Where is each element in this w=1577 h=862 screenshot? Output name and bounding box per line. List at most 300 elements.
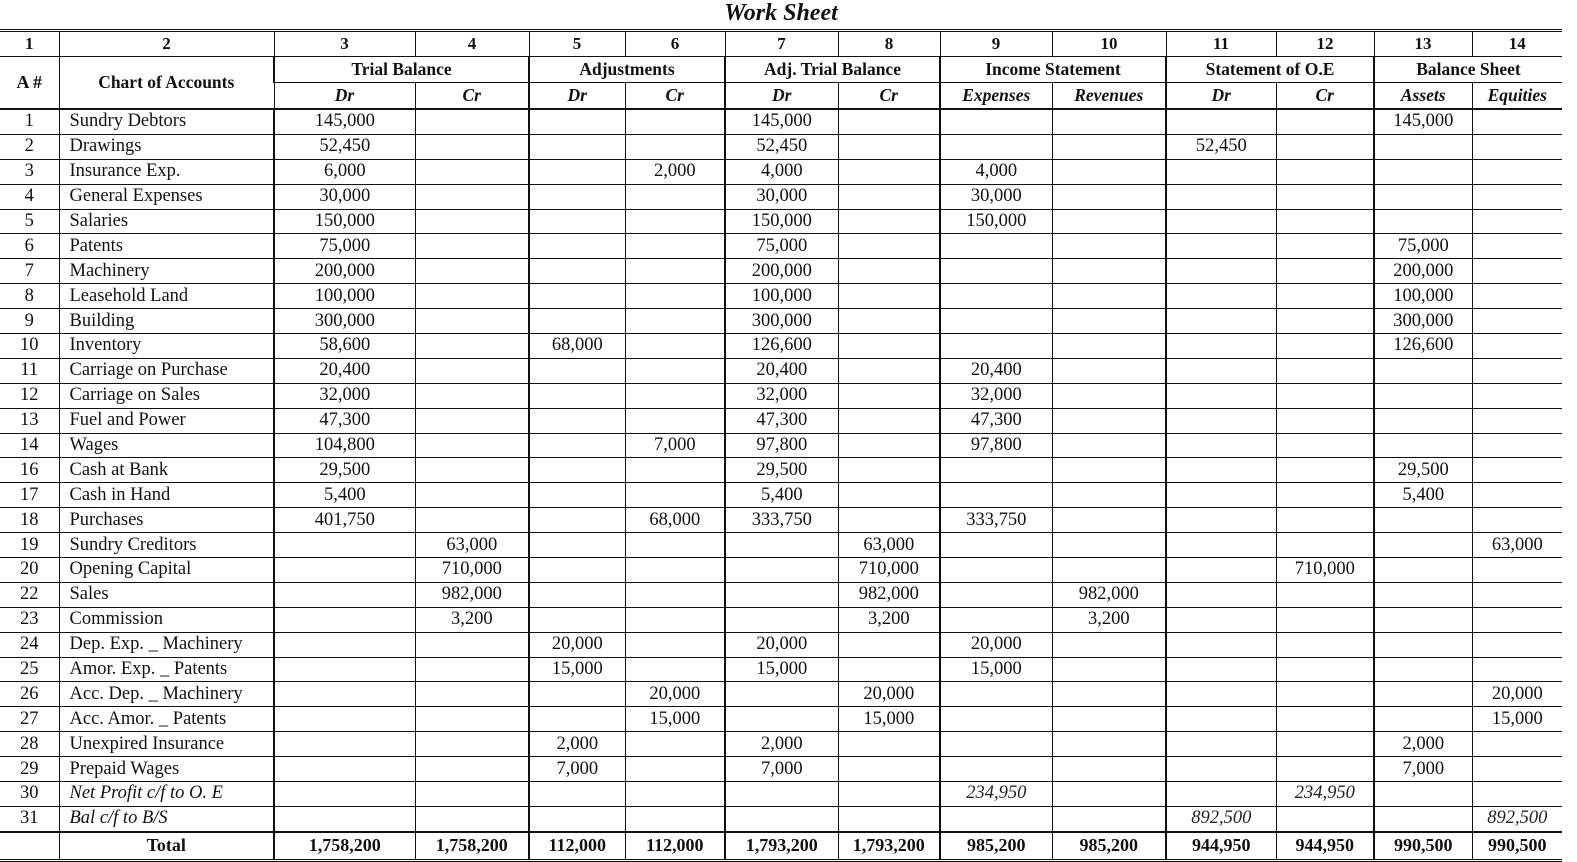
- amount-cell: 30,000: [725, 184, 838, 209]
- amount-cell: [625, 309, 725, 334]
- amount-cell: [529, 358, 625, 383]
- amount-cell: [415, 159, 529, 184]
- amount-cell: [1472, 184, 1562, 209]
- amount-cell: [415, 134, 529, 159]
- amount-cell: [838, 134, 940, 159]
- amount-cell: 47,300: [940, 408, 1052, 433]
- sub-header: Equities: [1472, 83, 1562, 110]
- account-name: Opening Capital: [59, 558, 274, 583]
- amount-cell: 32,000: [940, 383, 1052, 408]
- table-row: [0, 309, 1562, 334]
- amount-cell: [415, 383, 529, 408]
- amount-cell: 104,800: [274, 433, 415, 458]
- amount-cell: [415, 483, 529, 508]
- amount-cell: [940, 134, 1052, 159]
- amount-cell: [625, 533, 725, 558]
- table-row: [0, 707, 1562, 732]
- amount-cell: 5,400: [725, 483, 838, 508]
- amount-cell: [1374, 707, 1472, 732]
- amount-cell: 150,000: [274, 209, 415, 234]
- amount-cell: [415, 184, 529, 209]
- amount-cell: [1374, 184, 1472, 209]
- amount-cell: [529, 707, 625, 732]
- amount-cell: [940, 607, 1052, 632]
- amount-cell: 892,500: [1166, 806, 1276, 831]
- account-number: 29: [0, 757, 59, 782]
- amount-cell: 300,000: [725, 309, 838, 334]
- table-row: [0, 184, 1562, 209]
- amount-cell: [1472, 234, 1562, 259]
- amount-cell: [415, 433, 529, 458]
- column-number: 10: [1052, 31, 1166, 57]
- amount-cell: [1166, 458, 1276, 483]
- account-number: 3: [0, 159, 59, 184]
- amount-cell: [1276, 732, 1374, 757]
- amount-cell: 126,600: [1374, 334, 1472, 359]
- account-number: 19: [0, 533, 59, 558]
- account-number: 4: [0, 184, 59, 209]
- table-row: [0, 757, 1562, 782]
- column-number: 13: [1374, 31, 1472, 57]
- amount-cell: [1166, 607, 1276, 632]
- amount-cell: 15,000: [1472, 707, 1562, 732]
- column-number: 7: [725, 31, 838, 57]
- amount-cell: [625, 607, 725, 632]
- amount-cell: [838, 184, 940, 209]
- table-row: [0, 558, 1562, 583]
- table-row: [0, 483, 1562, 508]
- amount-cell: 30,000: [940, 184, 1052, 209]
- amount-cell: [529, 582, 625, 607]
- account-number: 7: [0, 259, 59, 284]
- amount-cell: [1472, 458, 1562, 483]
- amount-cell: [838, 433, 940, 458]
- amount-cell: [1472, 408, 1562, 433]
- sub-header: Dr: [725, 83, 838, 110]
- column-number: 4: [415, 31, 529, 57]
- amount-cell: [1374, 657, 1472, 682]
- amount-cell: [1472, 582, 1562, 607]
- amount-cell: [1052, 632, 1166, 657]
- column-number: 8: [838, 31, 940, 57]
- amount-cell: [1276, 334, 1374, 359]
- amount-cell: [1166, 159, 1276, 184]
- amount-cell: [1052, 682, 1166, 707]
- amount-cell: [1472, 309, 1562, 334]
- total-amount: 1,793,200: [838, 832, 940, 861]
- table-row: [0, 358, 1562, 383]
- amount-cell: [274, 533, 415, 558]
- amount-cell: [529, 159, 625, 184]
- amount-cell: 29,500: [725, 458, 838, 483]
- amount-cell: [725, 533, 838, 558]
- table-row: [0, 134, 1562, 159]
- amount-cell: [1166, 234, 1276, 259]
- amount-cell: [1472, 508, 1562, 533]
- sub-header: Assets: [1374, 83, 1472, 110]
- amount-cell: [529, 483, 625, 508]
- amount-cell: [1166, 408, 1276, 433]
- amount-cell: [1276, 284, 1374, 309]
- account-number: 24: [0, 632, 59, 657]
- sub-header: Dr: [529, 83, 625, 110]
- table-row: [0, 234, 1562, 259]
- amount-cell: [1472, 383, 1562, 408]
- amount-cell: [725, 558, 838, 583]
- amount-cell: [940, 806, 1052, 831]
- amount-cell: [1052, 806, 1166, 831]
- amount-cell: 20,000: [625, 682, 725, 707]
- amount-cell: [1166, 707, 1276, 732]
- account-number: 12: [0, 383, 59, 408]
- amount-cell: [625, 358, 725, 383]
- amount-cell: [1472, 109, 1562, 134]
- amount-cell: [1052, 508, 1166, 533]
- account-name: Cash in Hand: [59, 483, 274, 508]
- amount-cell: [838, 109, 940, 134]
- amount-cell: [838, 483, 940, 508]
- amount-cell: [838, 806, 940, 831]
- amount-cell: [940, 732, 1052, 757]
- account-name: Machinery: [59, 259, 274, 284]
- amount-cell: 2,000: [1374, 732, 1472, 757]
- amount-cell: 29,500: [1374, 458, 1472, 483]
- account-number: 5: [0, 209, 59, 234]
- account-number: 2: [0, 134, 59, 159]
- amount-cell: [274, 782, 415, 807]
- account-name: Carriage on Purchase: [59, 358, 274, 383]
- amount-cell: [1276, 458, 1374, 483]
- amount-cell: [1166, 109, 1276, 134]
- amount-cell: [1472, 284, 1562, 309]
- account-number: 25: [0, 657, 59, 682]
- sub-header: Cr: [415, 83, 529, 110]
- column-number: 1: [0, 31, 59, 57]
- sub-header: Dr: [1166, 83, 1276, 110]
- amount-cell: [625, 458, 725, 483]
- amount-cell: [1472, 732, 1562, 757]
- amount-cell: [415, 358, 529, 383]
- amount-cell: [529, 682, 625, 707]
- adj-trial-balance-header: Adj. Trial Balance: [725, 57, 940, 83]
- amount-cell: [625, 582, 725, 607]
- amount-cell: [625, 134, 725, 159]
- amount-cell: [415, 334, 529, 359]
- amount-cell: [625, 782, 725, 807]
- table-row: [0, 657, 1562, 682]
- amount-cell: [1276, 508, 1374, 533]
- amount-cell: [1052, 134, 1166, 159]
- amount-cell: 710,000: [838, 558, 940, 583]
- amount-cell: [529, 383, 625, 408]
- amount-cell: [940, 234, 1052, 259]
- table-row: [0, 284, 1562, 309]
- account-number: 18: [0, 508, 59, 533]
- amount-cell: [415, 732, 529, 757]
- amount-cell: [838, 358, 940, 383]
- amount-cell: 15,000: [940, 657, 1052, 682]
- total-amount: 944,950: [1166, 832, 1276, 861]
- amount-cell: 5,400: [274, 483, 415, 508]
- account-name: Net Profit c/f to O. E: [59, 782, 274, 807]
- income-statement-header: Income Statement: [940, 57, 1166, 83]
- account-number: 17: [0, 483, 59, 508]
- trial-balance-header: Trial Balance: [274, 57, 529, 83]
- chart-of-accounts-header: Chart of Accounts: [59, 57, 274, 110]
- account-name: Commission: [59, 607, 274, 632]
- account-name: Acc. Dep. _ Machinery: [59, 682, 274, 707]
- amount-cell: [838, 732, 940, 757]
- amount-cell: [415, 757, 529, 782]
- table-row: [0, 383, 1562, 408]
- amount-cell: [274, 707, 415, 732]
- amount-cell: [529, 607, 625, 632]
- amount-cell: 4,000: [725, 159, 838, 184]
- amount-cell: 15,000: [529, 657, 625, 682]
- amount-cell: 29,500: [274, 458, 415, 483]
- total-amount: 985,200: [940, 832, 1052, 861]
- amount-cell: 97,800: [940, 433, 1052, 458]
- amount-cell: [1276, 433, 1374, 458]
- amount-cell: [940, 558, 1052, 583]
- amount-cell: [940, 309, 1052, 334]
- amount-cell: [529, 806, 625, 831]
- amount-cell: 3,200: [415, 607, 529, 632]
- amount-cell: 710,000: [1276, 558, 1374, 583]
- amount-cell: [1052, 109, 1166, 134]
- amount-cell: 100,000: [1374, 284, 1472, 309]
- amount-cell: [415, 632, 529, 657]
- total-amount: 985,200: [1052, 832, 1166, 861]
- amount-cell: 20,000: [1472, 682, 1562, 707]
- account-number: 20: [0, 558, 59, 583]
- amount-cell: [1276, 134, 1374, 159]
- amount-cell: [415, 259, 529, 284]
- amount-cell: 7,000: [529, 757, 625, 782]
- amount-cell: [274, 682, 415, 707]
- amount-cell: 58,600: [274, 334, 415, 359]
- total-amount: 1,758,200: [415, 832, 529, 861]
- account-name: Dep. Exp. _ Machinery: [59, 632, 274, 657]
- account-number: 6: [0, 234, 59, 259]
- amount-cell: [1374, 358, 1472, 383]
- amount-cell: 63,000: [415, 533, 529, 558]
- amount-cell: [529, 259, 625, 284]
- account-number: 23: [0, 607, 59, 632]
- account-number: 10: [0, 334, 59, 359]
- amount-cell: [940, 334, 1052, 359]
- total-amount: 990,500: [1472, 832, 1562, 861]
- sub-header: Dr: [274, 83, 415, 110]
- amount-cell: [1374, 408, 1472, 433]
- amount-cell: [1276, 159, 1374, 184]
- amount-cell: [1166, 209, 1276, 234]
- amount-cell: [1052, 433, 1166, 458]
- sub-header: Cr: [1276, 83, 1374, 110]
- amount-cell: [1276, 109, 1374, 134]
- amount-cell: [625, 259, 725, 284]
- amount-cell: [838, 657, 940, 682]
- account-name: Inventory: [59, 334, 274, 359]
- amount-cell: [415, 782, 529, 807]
- amount-cell: [838, 757, 940, 782]
- amount-cell: [940, 757, 1052, 782]
- amount-cell: [1166, 632, 1276, 657]
- amount-cell: [1472, 607, 1562, 632]
- amount-cell: [940, 259, 1052, 284]
- amount-cell: [625, 408, 725, 433]
- amount-cell: 32,000: [274, 383, 415, 408]
- statement-of-oe-header: Statement of O.E: [1166, 57, 1374, 83]
- amount-cell: [415, 234, 529, 259]
- amount-cell: [838, 632, 940, 657]
- total-amount: 944,950: [1276, 832, 1374, 861]
- table-row: [0, 259, 1562, 284]
- amount-cell: [1374, 806, 1472, 831]
- table-row: [0, 159, 1562, 184]
- amount-cell: [1472, 134, 1562, 159]
- amount-cell: [725, 782, 838, 807]
- amount-cell: [274, 632, 415, 657]
- amount-cell: [725, 707, 838, 732]
- table-row: [0, 607, 1562, 632]
- amount-cell: 15,000: [725, 657, 838, 682]
- amount-cell: [529, 408, 625, 433]
- amount-cell: 145,000: [274, 109, 415, 134]
- account-name: Amor. Exp. _ Patents: [59, 657, 274, 682]
- account-rows: [0, 109, 1562, 832]
- account-name: Wages: [59, 433, 274, 458]
- amount-cell: 52,450: [725, 134, 838, 159]
- account-name: Sundry Debtors: [59, 109, 274, 134]
- amount-cell: [1276, 533, 1374, 558]
- group-header-row: [0, 57, 1562, 83]
- amount-cell: [1276, 707, 1374, 732]
- amount-cell: [940, 533, 1052, 558]
- amount-cell: [529, 782, 625, 807]
- amount-cell: [838, 782, 940, 807]
- amount-cell: [529, 109, 625, 134]
- amount-cell: [838, 458, 940, 483]
- amount-cell: [415, 309, 529, 334]
- amount-cell: [625, 334, 725, 359]
- amount-cell: [940, 483, 1052, 508]
- amount-cell: [1052, 309, 1166, 334]
- amount-cell: [1374, 558, 1472, 583]
- amount-cell: 20,400: [725, 358, 838, 383]
- amount-cell: [274, 582, 415, 607]
- amount-cell: [415, 209, 529, 234]
- amount-cell: 30,000: [274, 184, 415, 209]
- amount-cell: 68,000: [625, 508, 725, 533]
- account-name: Bal c/f to B/S: [59, 806, 274, 831]
- amount-cell: [1276, 657, 1374, 682]
- amount-cell: [274, 732, 415, 757]
- amount-cell: [415, 508, 529, 533]
- amount-cell: 2,000: [625, 159, 725, 184]
- amount-cell: [1166, 383, 1276, 408]
- amount-cell: [1374, 533, 1472, 558]
- amount-cell: 5,400: [1374, 483, 1472, 508]
- sub-header: Cr: [625, 83, 725, 110]
- amount-cell: [940, 707, 1052, 732]
- table-row: [0, 533, 1562, 558]
- amount-cell: [1276, 358, 1374, 383]
- amount-cell: [1472, 632, 1562, 657]
- account-name: Drawings: [59, 134, 274, 159]
- amount-cell: [529, 508, 625, 533]
- amount-cell: 150,000: [725, 209, 838, 234]
- amount-cell: [838, 209, 940, 234]
- amount-cell: [415, 657, 529, 682]
- amount-cell: [529, 234, 625, 259]
- amount-cell: [529, 184, 625, 209]
- amount-cell: [1472, 657, 1562, 682]
- amount-cell: [1276, 184, 1374, 209]
- total-amount: 1,758,200: [274, 832, 415, 861]
- amount-cell: [1472, 159, 1562, 184]
- amount-cell: 982,000: [1052, 582, 1166, 607]
- amount-cell: [625, 109, 725, 134]
- amount-cell: 3,200: [838, 607, 940, 632]
- amount-cell: [274, 657, 415, 682]
- amount-cell: 892,500: [1472, 806, 1562, 831]
- amount-cell: 68,000: [529, 334, 625, 359]
- account-number: 16: [0, 458, 59, 483]
- account-name: Acc. Amor. _ Patents: [59, 707, 274, 732]
- amount-cell: [940, 284, 1052, 309]
- amount-cell: 20,400: [940, 358, 1052, 383]
- amount-cell: 20,000: [529, 632, 625, 657]
- amount-cell: [529, 558, 625, 583]
- account-number-header: A #: [0, 57, 59, 110]
- amount-cell: 4,000: [940, 159, 1052, 184]
- account-name: Carriage on Sales: [59, 383, 274, 408]
- account-number: 27: [0, 707, 59, 732]
- amount-cell: [1276, 582, 1374, 607]
- amount-cell: 100,000: [725, 284, 838, 309]
- amount-cell: [725, 607, 838, 632]
- amount-cell: [415, 408, 529, 433]
- amount-cell: 97,800: [725, 433, 838, 458]
- amount-cell: [1052, 358, 1166, 383]
- account-name: Cash at Bank: [59, 458, 274, 483]
- table-row: [0, 334, 1562, 359]
- account-name: Unexpired Insurance: [59, 732, 274, 757]
- amount-cell: [529, 433, 625, 458]
- amount-cell: 401,750: [274, 508, 415, 533]
- amount-cell: [1052, 284, 1166, 309]
- amount-cell: [625, 383, 725, 408]
- amount-cell: [1276, 806, 1374, 831]
- account-name: General Expenses: [59, 184, 274, 209]
- amount-cell: [1472, 483, 1562, 508]
- amount-cell: [1052, 558, 1166, 583]
- amount-cell: [625, 632, 725, 657]
- account-number: 26: [0, 682, 59, 707]
- amount-cell: 333,750: [940, 508, 1052, 533]
- account-name: Prepaid Wages: [59, 757, 274, 782]
- amount-cell: [1472, 334, 1562, 359]
- amount-cell: 75,000: [274, 234, 415, 259]
- column-number: 5: [529, 31, 625, 57]
- amount-cell: [1166, 433, 1276, 458]
- amount-cell: [1276, 682, 1374, 707]
- amount-cell: [1052, 707, 1166, 732]
- amount-cell: [1276, 383, 1374, 408]
- total-amount: 990,500: [1374, 832, 1472, 861]
- account-number: 9: [0, 309, 59, 334]
